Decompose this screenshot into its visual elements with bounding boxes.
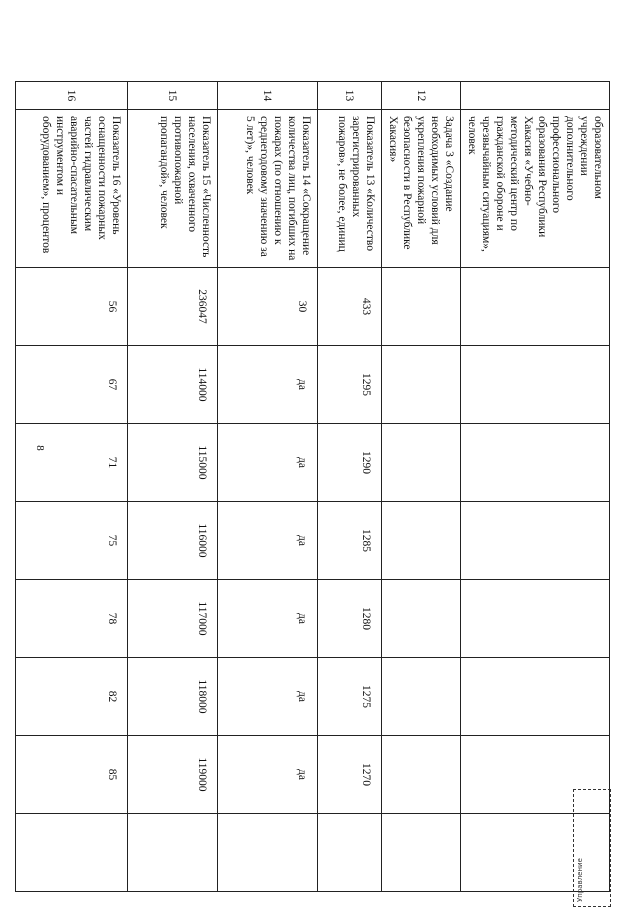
indicator-name: Показатель 15 «Численность населения, охваченного противопожарной пропагандой», человек [128, 110, 218, 268]
indicator-value [461, 658, 610, 736]
indicator-value: 116000 [128, 502, 218, 580]
table-row [382, 82, 461, 892]
indicator-value [382, 268, 461, 346]
indicator-value: 75 [16, 502, 128, 580]
indicator-value [218, 814, 318, 892]
table-row [461, 82, 610, 892]
row-number: 13 [318, 82, 382, 110]
indicator-value: 117000 [128, 580, 218, 658]
indicator-value [382, 346, 461, 424]
indicator-value: да [218, 424, 318, 502]
indicator-value: 1275 [318, 658, 382, 736]
indicator-value: 71 [16, 424, 128, 502]
indicator-value [16, 814, 128, 892]
indicator-value [461, 580, 610, 658]
indicator-value: 1280 [318, 580, 382, 658]
indicator-value [382, 736, 461, 814]
indicator-value: да [218, 658, 318, 736]
indicator-value: 56 [16, 268, 128, 346]
indicator-value: 1285 [318, 502, 382, 580]
indicator-name: Задача 3 «Создание необходимых условий для укрепления пожарной безопасности в Республике Хакасия» [382, 110, 461, 268]
row-number: 12 [382, 82, 461, 110]
indicator-value: 85 [16, 736, 128, 814]
indicator-value: да [218, 736, 318, 814]
indicator-value: 1295 [318, 346, 382, 424]
indicator-value: 236047 [128, 268, 218, 346]
indicator-value [461, 424, 610, 502]
indicator-value [382, 502, 461, 580]
row-number: 15 [128, 82, 218, 110]
row-number: 14 [218, 82, 318, 110]
indicator-value [382, 658, 461, 736]
indicator-value: 82 [16, 658, 128, 736]
indicator-value: 115000 [128, 424, 218, 502]
indicator-value: 114000 [128, 346, 218, 424]
indicator-value: 30 [218, 268, 318, 346]
indicator-value [318, 814, 382, 892]
indicator-value [382, 814, 461, 892]
table-row [128, 82, 218, 892]
stamp-line: Управление [576, 858, 584, 902]
table-row [16, 82, 128, 892]
indicator-table-container [30, 81, 610, 891]
indicator-table [15, 81, 610, 892]
row-number [461, 82, 610, 110]
table-row [318, 82, 382, 892]
indicator-value [461, 268, 610, 346]
indicator-value [461, 502, 610, 580]
indicator-value [382, 424, 461, 502]
indicator-name: Показатель 13 «Количество зарегистрированных пожаров», не более, единиц [318, 110, 382, 268]
indicator-value: 118000 [128, 658, 218, 736]
indicator-name: образовательном учреждении дополнительного профессионального образования Республики Хакасия «Учебно-методический центр по гражданской обороне и чрезвычайным ситуациям», человек [461, 110, 610, 268]
registration-stamp [573, 789, 611, 907]
indicator-value: 78 [16, 580, 128, 658]
indicator-name: Показатель 14 «Сокращение количества лиц, погибших на пожарах (по отношению к среднегодовому значению за 5 лет)», человек [218, 110, 318, 268]
indicator-value: 433 [318, 268, 382, 346]
indicator-value: 119000 [128, 736, 218, 814]
table-row [218, 82, 318, 892]
indicator-value [382, 580, 461, 658]
indicator-value: да [218, 502, 318, 580]
indicator-value [461, 346, 610, 424]
indicator-value: да [218, 580, 318, 658]
indicator-value: 1270 [318, 736, 382, 814]
indicator-value: да [218, 346, 318, 424]
row-number: 16 [16, 82, 128, 110]
indicator-value: 67 [16, 346, 128, 424]
page-number: 8 [34, 445, 46, 451]
indicator-value: 1290 [318, 424, 382, 502]
indicator-value [128, 814, 218, 892]
indicator-name: Показатель 16 «Уровень оснащенности пожарных частей гидравлическим аварийно-спасательным инструментом и оборудованием», процентов [16, 110, 128, 268]
